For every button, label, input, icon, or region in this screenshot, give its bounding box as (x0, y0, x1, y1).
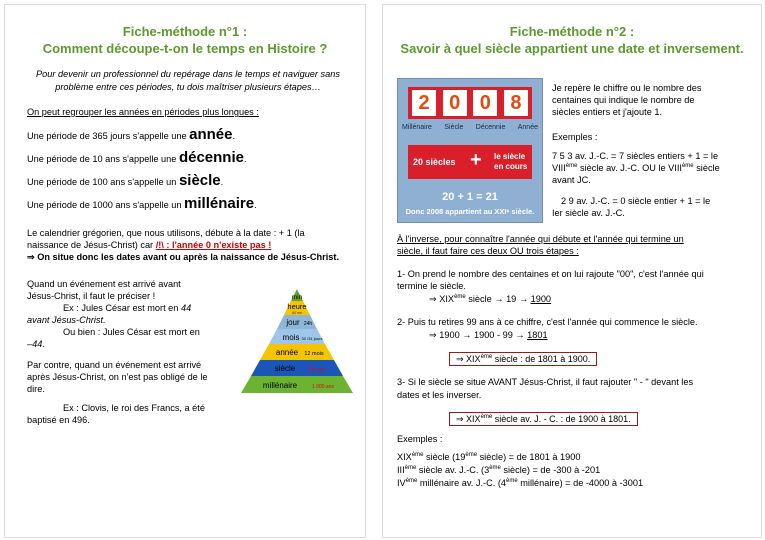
period-century (27, 172, 224, 189)
inverse-heading-line1: À l'inverse, pour connaître l'année qui débute et l'année qui termine un (397, 234, 684, 244)
pyramid-label-jour: jour (286, 318, 300, 327)
pyramid-tier-siecle (251, 360, 343, 376)
pyramid-note-mois: 30 /31 jours (301, 336, 323, 341)
step2-ex-result: 1801 (527, 330, 548, 340)
ex1-sup2: ème (465, 451, 478, 458)
time-pyramid (235, 287, 359, 407)
intro-line2: problème entre ces périodes, tu dois maîtriser plusieurs étapes… (55, 82, 321, 92)
example-a-line1: 7 5 3 av. J.-C. = 7 siècles entiers + 1 = le (552, 151, 719, 161)
after-jc-line1: Par contre, quand un événement est arrivé (27, 360, 202, 370)
period-millennium-suffix: . (254, 200, 257, 210)
step1-ex-result: 1900 (530, 294, 552, 304)
right-title-line1: Fiche-méthode n°2 : (509, 24, 635, 39)
ex1-sup1: ème (411, 451, 424, 458)
example-list-item-2 (397, 464, 600, 476)
pyramid-label-heure: heure (287, 302, 307, 311)
example1-year: 44 (180, 303, 192, 313)
box1-text: siècle : de 1801 à 1900. (492, 354, 591, 364)
box2-sup: ème (480, 414, 493, 420)
ex2-range: siècle) = de -300 à -201 (500, 465, 601, 475)
calendar-line2-text: naissance de Jésus-Christ) car (27, 240, 156, 250)
digit-annee: 8 (504, 90, 528, 116)
pyramid-label-min: min (291, 294, 303, 301)
digit-millenaire: 2 (412, 90, 436, 116)
ex-a-roman: VIII (552, 163, 566, 173)
ex3-sup2: ème (506, 477, 518, 484)
period-millennium-word: millénaire (184, 195, 255, 212)
ex3-range: millénaire) = de -4000 à -3001 (517, 478, 644, 488)
pyramid-note-annee: 12 mois (304, 351, 324, 357)
rule-line2: centaines qui indique le nombre de (552, 95, 695, 105)
example2-line1: Ou bien : Jules César est mort en (63, 327, 200, 337)
example1-line2: avant Jésus-Christ. (27, 315, 106, 325)
ex3-roman: IV (397, 478, 406, 488)
ex2-text: siècle av. J.-C. (3 (416, 465, 490, 475)
ex-a-sup2: ème (681, 162, 694, 169)
pyramid-note-millenaire: 1 000 ans (312, 384, 334, 390)
example-b-line1: 2 9 av. J.-C. = 0 siècle entier + 1 = le (561, 196, 711, 206)
example1-text: Ex : Jules César est mort en (63, 303, 181, 313)
calendar-line2 (27, 239, 271, 251)
pyramid-note-siecle: 100 ans (307, 367, 325, 373)
left-title-line1: Fiche-méthode n°1 : (122, 24, 248, 39)
ex3-text: millénaire av. J.-C. (4 (417, 478, 507, 488)
step1-ex-roman: ⇒ XIX (429, 294, 455, 304)
image-caption: Donc 2008 appartient au XXIᵉ siècle. (405, 207, 535, 216)
ex2-sup2: ème (489, 464, 501, 471)
examples2-label: Exemples : (397, 434, 443, 444)
col-label-decennie: Décennie (475, 124, 506, 131)
example-list-item-3 (397, 477, 643, 489)
example-a-line2 (552, 162, 720, 174)
step1-example (429, 293, 551, 305)
pyramid-label-siecle: siècle (274, 364, 296, 373)
period-year (27, 126, 236, 143)
box1-roman: ⇒ XIX (456, 354, 481, 364)
example-list-item-1 (397, 451, 580, 463)
step1-line2: termine le siècle. (397, 281, 466, 291)
result-box-1 (449, 352, 597, 366)
period-year-text: Une période de 365 jours s'appelle une (27, 131, 190, 141)
ex2-roman: III (397, 465, 405, 475)
calendar-warning: /!\ : l'année 0 n'existe pas ! (155, 240, 272, 250)
digits-band (408, 87, 532, 119)
ex3-sup1: ème (405, 477, 418, 484)
image-equation: 20 + 1 = 21 (442, 191, 498, 203)
before-jc-line2: Jésus-Christ, il faut le préciser ! (27, 291, 156, 301)
example3-line2: baptisé en 496. (27, 415, 90, 425)
examples-label: Exemples : (552, 132, 598, 142)
left-title-line2: Comment découpe-t-on le temps en Histoire ? (42, 41, 328, 56)
step1-ex-text: siècle → 19 → (465, 294, 531, 304)
band-right-line2: en cours (494, 162, 528, 171)
pyramid-label-annee: année (275, 348, 299, 357)
after-jc-line3: dire. (27, 384, 45, 394)
before-jc-line1: Quand un événement est arrivé avant (27, 279, 181, 289)
example-b-line2: Ier siècle av. J.-C. (552, 208, 625, 218)
rule-line3: siècles entiers et j'ajoute 1. (552, 107, 663, 117)
period-decade-suffix: . (243, 154, 247, 164)
ex1-text: siècle (19 (423, 452, 466, 462)
step3-line2: dates et les inverser. (397, 390, 482, 400)
box1-sup: ème (480, 354, 493, 360)
column-labels (402, 124, 538, 131)
example-a-line3: avant JC. (552, 175, 591, 185)
col-label-millenaire: Millénaire (402, 124, 432, 131)
result-box-2 (449, 412, 638, 426)
inverse-heading-line2: siècle, il faut faire ces deux OU trois étapes : (397, 246, 579, 256)
calendar-line1: Le calendrier grégorien, que nous utilisons, débute à la date : + 1 (la (27, 228, 305, 238)
period-century-text: Une période de 100 ans s'appelle un (27, 177, 179, 187)
after-jc-line2: après Jésus-Christ, on n'est pas obligé de le (27, 372, 208, 382)
ex-a-text: siècle av. J.-C. OU le VIII (577, 163, 682, 173)
right-page (382, 4, 762, 538)
group-heading: On peut regrouper les années en périodes plus longues : (27, 107, 259, 117)
pyramid-label-millenaire: millénaire (262, 381, 298, 390)
intro-line1: Pour devenir un professionnel du repérage dans le temps et naviguer sans (36, 69, 340, 79)
period-millennium (27, 195, 257, 212)
ex-a-sup: ème (565, 162, 578, 169)
calendar-line3: ⇒ On situe donc les dates avant ou après la naissance de Jésus-Christ. (27, 252, 340, 262)
example1-line1 (63, 302, 191, 314)
period-century-suffix: . (220, 177, 224, 187)
step3-line1: 3- Si le siècle se situe AVANT Jésus-Christ, il faut rajouter " - " devant les (397, 377, 694, 387)
band-text: 20 siècles (413, 157, 456, 167)
step1-ex-sup: ème (454, 293, 466, 300)
step2-example (429, 329, 548, 341)
period-millennium-text: Une période de 1000 ans s'appelle un (27, 200, 185, 210)
box2-text: siècle av. J. - C. : de 1900 à 1801. (492, 414, 631, 424)
ex2-sup1: ème (404, 464, 417, 471)
step2-line1: 2- Puis tu retires 99 ans à ce chiffre, c'est l'année qui commence le siècle. (397, 317, 698, 327)
period-decade-text: Une période de 10 ans s'appelle une (27, 154, 179, 164)
band-right-line1: le siècle (494, 152, 526, 161)
left-page (4, 4, 366, 538)
pyramid-label-mois: mois (282, 333, 300, 342)
period-decade-word: décennie (178, 149, 244, 166)
pyramid-note-heure: 60 mn (292, 311, 302, 315)
col-label-annee: Année (517, 124, 538, 131)
digit-siecle: 0 (443, 90, 467, 116)
box2-roman: ⇒ XIX (456, 414, 481, 424)
period-decade (27, 149, 247, 166)
ex1-range: siècle) = de 1801 à 1900 (477, 452, 581, 462)
col-label-siecle: Siècle (444, 124, 464, 131)
period-century-word: siècle (178, 172, 221, 189)
example2-line2: –44. (27, 339, 45, 349)
digit-decennie: 0 (473, 90, 497, 116)
step1-line1: 1- On prend le nombre des centaines et on lui rajoute "00", c'est l'année qui (397, 269, 704, 279)
band-plus: + (470, 149, 482, 171)
ex1-roman: XIX (397, 452, 412, 462)
period-year-suffix: . (232, 131, 236, 141)
period-year-word: année (189, 126, 233, 143)
right-title-line2: Savoir à quel siècle appartient une date et inversement. (400, 41, 744, 56)
rule-line1: Je repère le chiffre ou le nombre des (552, 83, 702, 93)
step2-ex-text: ⇒ 1900 → 1900 - 99 → (429, 330, 528, 340)
pyramid-note-jour: 24h (303, 321, 313, 327)
centuries-band (408, 145, 532, 179)
example3-line1: Ex : Clovis, le roi des Francs, a été (63, 403, 205, 413)
ex-a-text2: siècle (693, 163, 720, 173)
century-image (397, 78, 543, 223)
